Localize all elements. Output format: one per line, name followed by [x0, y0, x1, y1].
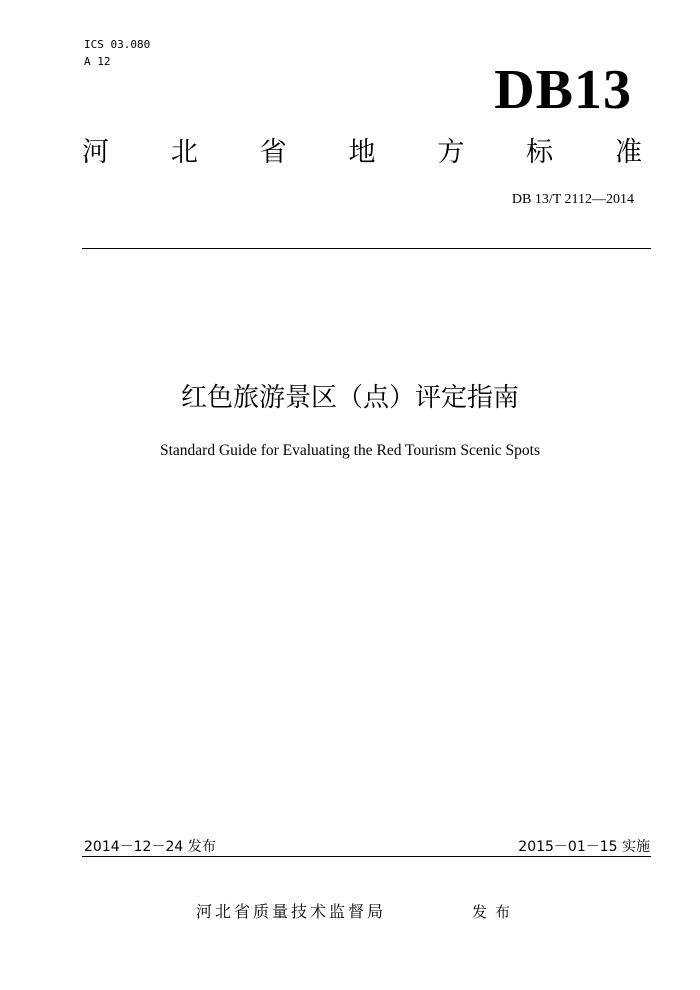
- org-char: 北: [170, 137, 198, 168]
- db13-logo: DB13: [494, 59, 632, 121]
- org-char: 准: [614, 137, 642, 168]
- implement-date: 2015－01－15 实施: [518, 839, 650, 855]
- bottom-divider: [82, 856, 651, 857]
- org-char: 地: [348, 137, 376, 168]
- title-chinese: 红色旅游景区（点）评定指南: [180, 383, 519, 413]
- publish-date: 2014－12－24 发布: [84, 839, 216, 855]
- ics-code: ICS 03.080: [84, 38, 151, 51]
- organization-title: [82, 136, 642, 170]
- class-code: A 12: [84, 55, 111, 68]
- top-divider: [82, 248, 651, 249]
- org-char: 方: [437, 137, 465, 168]
- org-char: 标: [526, 137, 554, 168]
- classification-block: [84, 36, 150, 70]
- org-char: 省: [259, 137, 287, 168]
- title-english: Standard Guide for Evaluating the Red Tourism Scenic Spots: [159, 442, 541, 459]
- issuer-name: 河北省质量技术监督局: [196, 902, 387, 921]
- issue-label: 发布: [472, 903, 519, 921]
- org-char: 河: [82, 137, 109, 168]
- standard-number: DB 13/T 2112—2014: [511, 192, 634, 207]
